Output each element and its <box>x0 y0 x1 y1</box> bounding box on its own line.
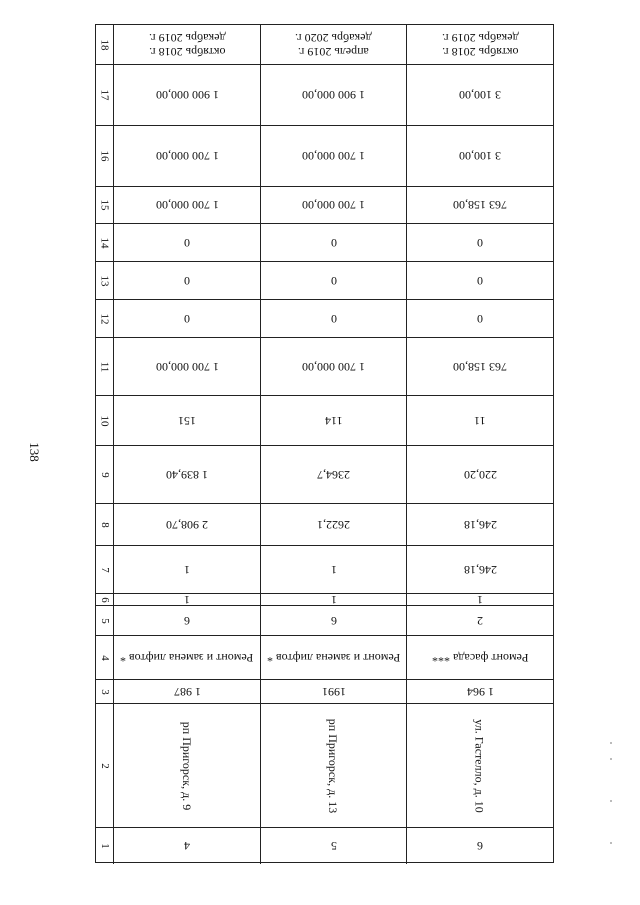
table-cell <box>260 126 406 186</box>
column-number-label: 11 <box>98 361 111 372</box>
column-number-cell <box>96 680 113 703</box>
cell-text-address: рп Пригорск, д. 13 <box>326 718 341 813</box>
cell-text-c17: 1 900 000,00 <box>155 88 219 102</box>
cell-text-c11: 1 700 000,00 <box>155 359 219 374</box>
cell-text-c7: 1 <box>184 562 190 577</box>
table-row-col-16 <box>96 125 553 186</box>
table-cell <box>260 65 406 125</box>
scan-speck <box>610 800 612 802</box>
column-number-label: 6 <box>98 596 111 603</box>
table-cell <box>260 704 406 827</box>
period-text <box>149 31 226 59</box>
column-number-cell <box>96 704 113 827</box>
table-cell <box>113 546 260 593</box>
table-cell <box>260 828 406 864</box>
table-cell <box>406 828 553 864</box>
table-cell <box>260 504 406 545</box>
table-cell <box>260 606 406 635</box>
table-cell <box>260 224 406 261</box>
table-row-col-9 <box>96 445 553 503</box>
table-cell <box>260 594 406 605</box>
table-cell <box>113 680 260 703</box>
table-cell <box>406 262 553 299</box>
period-start: октябрь 2018 г. <box>148 44 226 59</box>
table-cell <box>113 126 260 186</box>
table-cell <box>406 65 553 125</box>
column-number-label: 3 <box>98 688 111 695</box>
cell-text-c12: 0 <box>330 311 337 326</box>
cell-text-c16: 3 100,00 <box>459 149 501 163</box>
table-cell <box>406 126 553 186</box>
table-cell <box>260 25 406 64</box>
table-row-col-14 <box>96 223 553 261</box>
cell-text-work: Ремонт фасада *** <box>431 650 529 665</box>
cell-text-c5: 2 <box>477 613 483 628</box>
table-cell <box>113 606 260 635</box>
cell-text-n: 6 <box>477 839 483 853</box>
table-cell <box>113 396 260 445</box>
column-number-label: 12 <box>98 313 111 324</box>
cell-text-c13: 0 <box>184 273 190 288</box>
cell-text-year: 1991 <box>321 684 346 699</box>
table-cell <box>406 606 553 635</box>
table-cell <box>113 704 260 827</box>
column-number-cell <box>96 262 113 299</box>
table-cell <box>260 546 406 593</box>
cell-text-c14: 0 <box>477 235 483 250</box>
cell-text-c8: 2 908,70 <box>166 517 208 532</box>
column-number-label: 7 <box>98 566 111 573</box>
cell-text-c6: 1 <box>477 592 483 607</box>
table-cell <box>406 300 553 337</box>
column-number-label: 15 <box>98 199 111 211</box>
cell-text-work: Ремонт и замена лифтов * <box>266 650 401 665</box>
table-row-col-4 <box>96 635 553 679</box>
column-number-cell <box>96 187 113 223</box>
cell-text-c9: 1 839,40 <box>166 467 208 482</box>
table-cell <box>406 636 553 679</box>
cell-text-c10: 11 <box>474 413 486 428</box>
column-number-label: 5 <box>98 617 111 624</box>
table-cell <box>260 262 406 299</box>
table-cell <box>113 262 260 299</box>
column-number-label: 18 <box>98 39 111 50</box>
table-row-col-5 <box>96 605 553 635</box>
cell-text-c17: 3 100,00 <box>459 88 501 102</box>
cell-text-address: рп Пригорск, д. 9 <box>180 721 194 810</box>
cell-text-c15: 1 700 000,00 <box>302 198 365 212</box>
column-number-cell <box>96 636 113 679</box>
cell-text-year: 1 964 <box>466 684 494 699</box>
repair-schedule-table <box>95 24 554 863</box>
cell-text-c12: 0 <box>184 311 190 326</box>
cell-text-c8: 2622,1 <box>317 517 350 532</box>
table-cell <box>406 680 553 703</box>
table-cell <box>406 704 553 827</box>
period-end: декабрь 2020 г. <box>295 30 372 45</box>
table-cell <box>113 187 260 223</box>
table-cell <box>113 300 260 337</box>
cell-text-c5: 6 <box>330 613 337 628</box>
column-number-cell <box>96 546 113 593</box>
table-row-col-15 <box>96 186 553 223</box>
cell-text-c6: 1 <box>184 592 190 607</box>
table-row-col-11 <box>96 337 553 395</box>
table-cell <box>113 828 260 864</box>
column-number-label: 10 <box>98 415 111 426</box>
table-cell <box>113 224 260 261</box>
period-start: апрель 2019 г. <box>298 44 369 59</box>
cell-text-c10: 114 <box>324 413 343 428</box>
scan-speck <box>610 742 612 744</box>
table-cell <box>260 187 406 223</box>
cell-text-c10: 151 <box>178 413 196 428</box>
column-number-label: 16 <box>98 150 111 162</box>
period-text <box>442 31 519 59</box>
column-number-cell <box>96 224 113 261</box>
column-number-cell <box>96 446 113 503</box>
table-cell <box>260 636 406 679</box>
period-start: октябрь 2018 г. <box>441 44 519 59</box>
period-end: декабрь 2019 г. <box>148 30 226 45</box>
cell-text-c9: 220,20 <box>463 467 497 482</box>
table-cell <box>406 338 553 395</box>
cell-text-c5: 6 <box>184 613 190 628</box>
cell-text-c15: 1 700 000,00 <box>155 198 219 212</box>
cell-text-c7: 1 <box>330 562 337 577</box>
cell-text-n: 5 <box>330 839 337 853</box>
table-cell <box>113 636 260 679</box>
cell-text-c13: 0 <box>330 273 337 288</box>
cell-text-c7: 246,18 <box>463 562 497 577</box>
cell-text-c14: 0 <box>330 235 337 250</box>
table-cell <box>406 396 553 445</box>
table-row-col-18 <box>96 25 553 64</box>
column-number-label: 4 <box>98 654 111 661</box>
cell-text-work: Ремонт и замена лифтов * <box>120 650 254 665</box>
table-row-col-12 <box>96 299 553 337</box>
cell-text-c15: 763 158,00 <box>453 198 507 212</box>
table-cell <box>406 546 553 593</box>
table-cell <box>260 300 406 337</box>
column-number-cell <box>96 504 113 545</box>
scan-speck <box>610 758 612 760</box>
page-number: 138 <box>27 442 42 462</box>
table-cell <box>406 187 553 223</box>
cell-text-c17: 1 900 000,00 <box>302 88 365 102</box>
table-cell <box>113 25 260 64</box>
table-row-col-1 <box>96 827 553 864</box>
column-number-cell <box>96 606 113 635</box>
column-number-label: 2 <box>98 762 111 769</box>
table-cell <box>406 224 553 261</box>
column-number-label: 17 <box>98 89 111 101</box>
table-row-col-10 <box>96 395 553 445</box>
cell-text-c8: 246,18 <box>463 517 497 532</box>
table-cell <box>113 446 260 503</box>
cell-text-c11: 1 700 000,00 <box>302 359 365 374</box>
column-number-cell <box>96 126 113 186</box>
table-row-col-6 <box>96 593 553 605</box>
column-number-label: 8 <box>98 521 111 528</box>
table-row-col-8 <box>96 503 553 545</box>
table-cell <box>113 65 260 125</box>
table-row-col-13 <box>96 261 553 299</box>
column-number-cell <box>96 338 113 395</box>
column-number-label: 14 <box>98 237 111 248</box>
table-cell <box>260 446 406 503</box>
column-number-label: 1 <box>98 843 111 849</box>
table-cell <box>406 446 553 503</box>
column-number-cell <box>96 828 113 864</box>
cell-text-n: 4 <box>184 839 190 853</box>
period-text <box>295 31 372 59</box>
table-cell <box>113 594 260 605</box>
cell-text-c13: 0 <box>477 273 483 288</box>
table-cell <box>260 396 406 445</box>
table-cell <box>260 680 406 703</box>
column-number-cell <box>96 25 113 64</box>
table-cell <box>113 504 260 545</box>
table-row-col-3 <box>96 679 553 703</box>
cell-text-c14: 0 <box>184 235 190 250</box>
column-number-label: 9 <box>98 471 111 478</box>
cell-text-c16: 1 700 000,00 <box>155 149 219 163</box>
cell-text-c11: 763 158,00 <box>453 359 507 374</box>
table-cell <box>406 504 553 545</box>
cell-text-year: 1 987 <box>173 684 201 699</box>
table-cell <box>260 338 406 395</box>
table-cell <box>406 25 553 64</box>
table-cell <box>113 338 260 395</box>
table-cell <box>406 594 553 605</box>
table-row-col-17 <box>96 64 553 125</box>
column-number-cell <box>96 396 113 445</box>
period-end: декабрь 2019 г. <box>441 30 519 45</box>
column-number-cell <box>96 594 113 605</box>
table-row-col-7 <box>96 545 553 593</box>
column-number-cell <box>96 300 113 337</box>
table-row-col-2 <box>96 703 553 827</box>
column-number-label: 13 <box>98 275 111 286</box>
cell-text-address: ул. Гастелло, д. 10 <box>473 718 487 813</box>
cell-text-c6: 1 <box>330 592 337 607</box>
cell-text-c16: 1 700 000,00 <box>302 149 365 163</box>
cell-text-c9: 2364,7 <box>317 467 350 482</box>
scan-speck <box>610 842 612 844</box>
column-number-cell <box>96 65 113 125</box>
cell-text-c12: 0 <box>477 311 483 326</box>
